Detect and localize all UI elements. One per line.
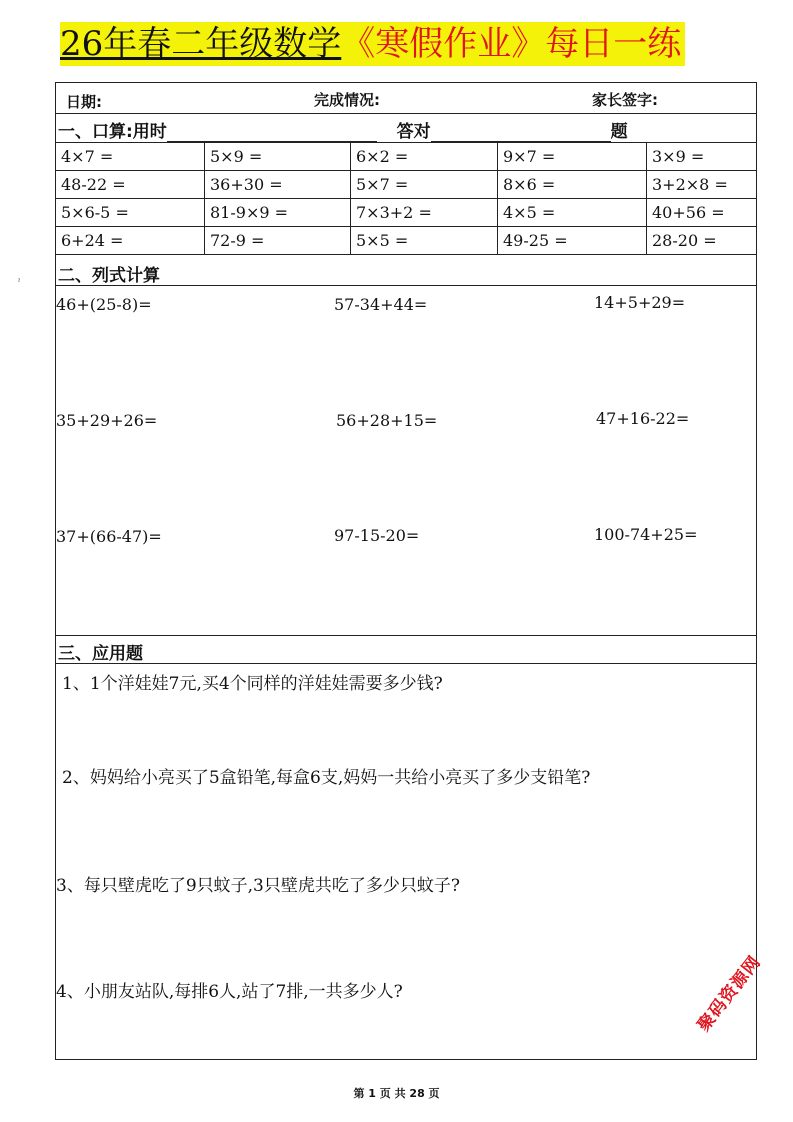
date-label: 日期:: [66, 93, 102, 111]
oral-calc-cell: 9×7 =: [498, 143, 647, 171]
page-title: [60, 22, 685, 66]
written-calc-item: 35+29+26=: [56, 411, 158, 430]
oral-calc-section-title: [58, 117, 628, 142]
oral-calc-cell: 28-20 =: [647, 227, 756, 255]
oral-calc-cell: 8×6 =: [498, 171, 647, 199]
oral-calc-cell: 5×9 =: [205, 143, 351, 171]
oral-calc-cell: 5×6-5 =: [56, 199, 205, 227]
oral-calc-cell: 3+2×8 =: [647, 171, 756, 199]
oral-calc-cell: 49-25 =: [498, 227, 647, 255]
word-problem: 3、每只壁虎吃了9只蚊子,3只壁虎共吃了多少只蚊子?: [56, 876, 460, 896]
written-calc-item: 97-15-20=: [334, 526, 420, 545]
correct-count-blank[interactable]: [431, 125, 611, 142]
word-problems-section-title: 三、应用题: [58, 644, 143, 664]
oral-calc-cell: 4×7 =: [56, 143, 205, 171]
correct-label: 答对: [396, 122, 431, 142]
oral-calc-cell: 5×5 =: [351, 227, 498, 255]
oral-calc-cell: 81-9×9 =: [205, 199, 351, 227]
oral-calc-cell: 7×3+2 =: [351, 199, 498, 227]
written-calc-item: 47+16-22=: [596, 409, 690, 428]
oral-calc-cell: 72-9 =: [205, 227, 351, 255]
watermark-logo: 聚码资源网: [693, 952, 766, 1036]
oral-calc-cell: 36+30 =: [205, 171, 351, 199]
oral-calc-grid: [56, 143, 756, 255]
worksheet: [55, 82, 757, 1060]
oral-calc-cell: 3×9 =: [647, 143, 756, 171]
title-homework-name: 《寒假作业》每日一练: [341, 24, 682, 64]
written-calc-section-title: 二、列式计算: [58, 266, 160, 286]
written-calc-item: 37+(66-47)=: [56, 527, 162, 546]
written-calc-item: 14+5+29=: [594, 293, 686, 312]
oral-calc-cell: 5×7 =: [351, 171, 498, 199]
word-problem: 1、1个洋娃娃7元,买4个同样的洋娃娃需要多少钱?: [62, 674, 443, 694]
written-calc-item: 46+(25-8)=: [56, 295, 152, 314]
scan-mark: ˀ: [18, 278, 21, 288]
oral-calc-title: 一、口算:用时: [58, 122, 167, 142]
page-number-footer: 第 1 页 共 28 页: [353, 1087, 440, 1100]
written-calc-item: 56+28+15=: [336, 411, 438, 430]
oral-calc-cell: 40+56 =: [647, 199, 756, 227]
parent-signature-label: 家长签字:: [592, 91, 658, 109]
oral-calc-cell: 6×2 =: [351, 143, 498, 171]
title-grade-subject: 26年春二年级数学: [60, 24, 342, 64]
written-calc-item: 100-74+25=: [594, 525, 698, 544]
question-unit: 题: [610, 122, 628, 142]
written-calc-item: 57-34+44=: [334, 295, 428, 314]
word-problem: 2、妈妈给小亮买了5盒铅笔,每盒6支,妈妈一共给小亮买了多少支铅笔?: [62, 768, 591, 788]
oral-calc-cell: 4×5 =: [498, 199, 647, 227]
time-blank[interactable]: [167, 125, 377, 142]
oral-calc-cell: 6+24 =: [56, 227, 205, 255]
word-problem: 4、小朋友站队,每排6人,站了7排,一共多少人?: [56, 982, 403, 1002]
completion-label: 完成情况:: [314, 91, 380, 109]
oral-calc-cell: 48-22 =: [56, 171, 205, 199]
